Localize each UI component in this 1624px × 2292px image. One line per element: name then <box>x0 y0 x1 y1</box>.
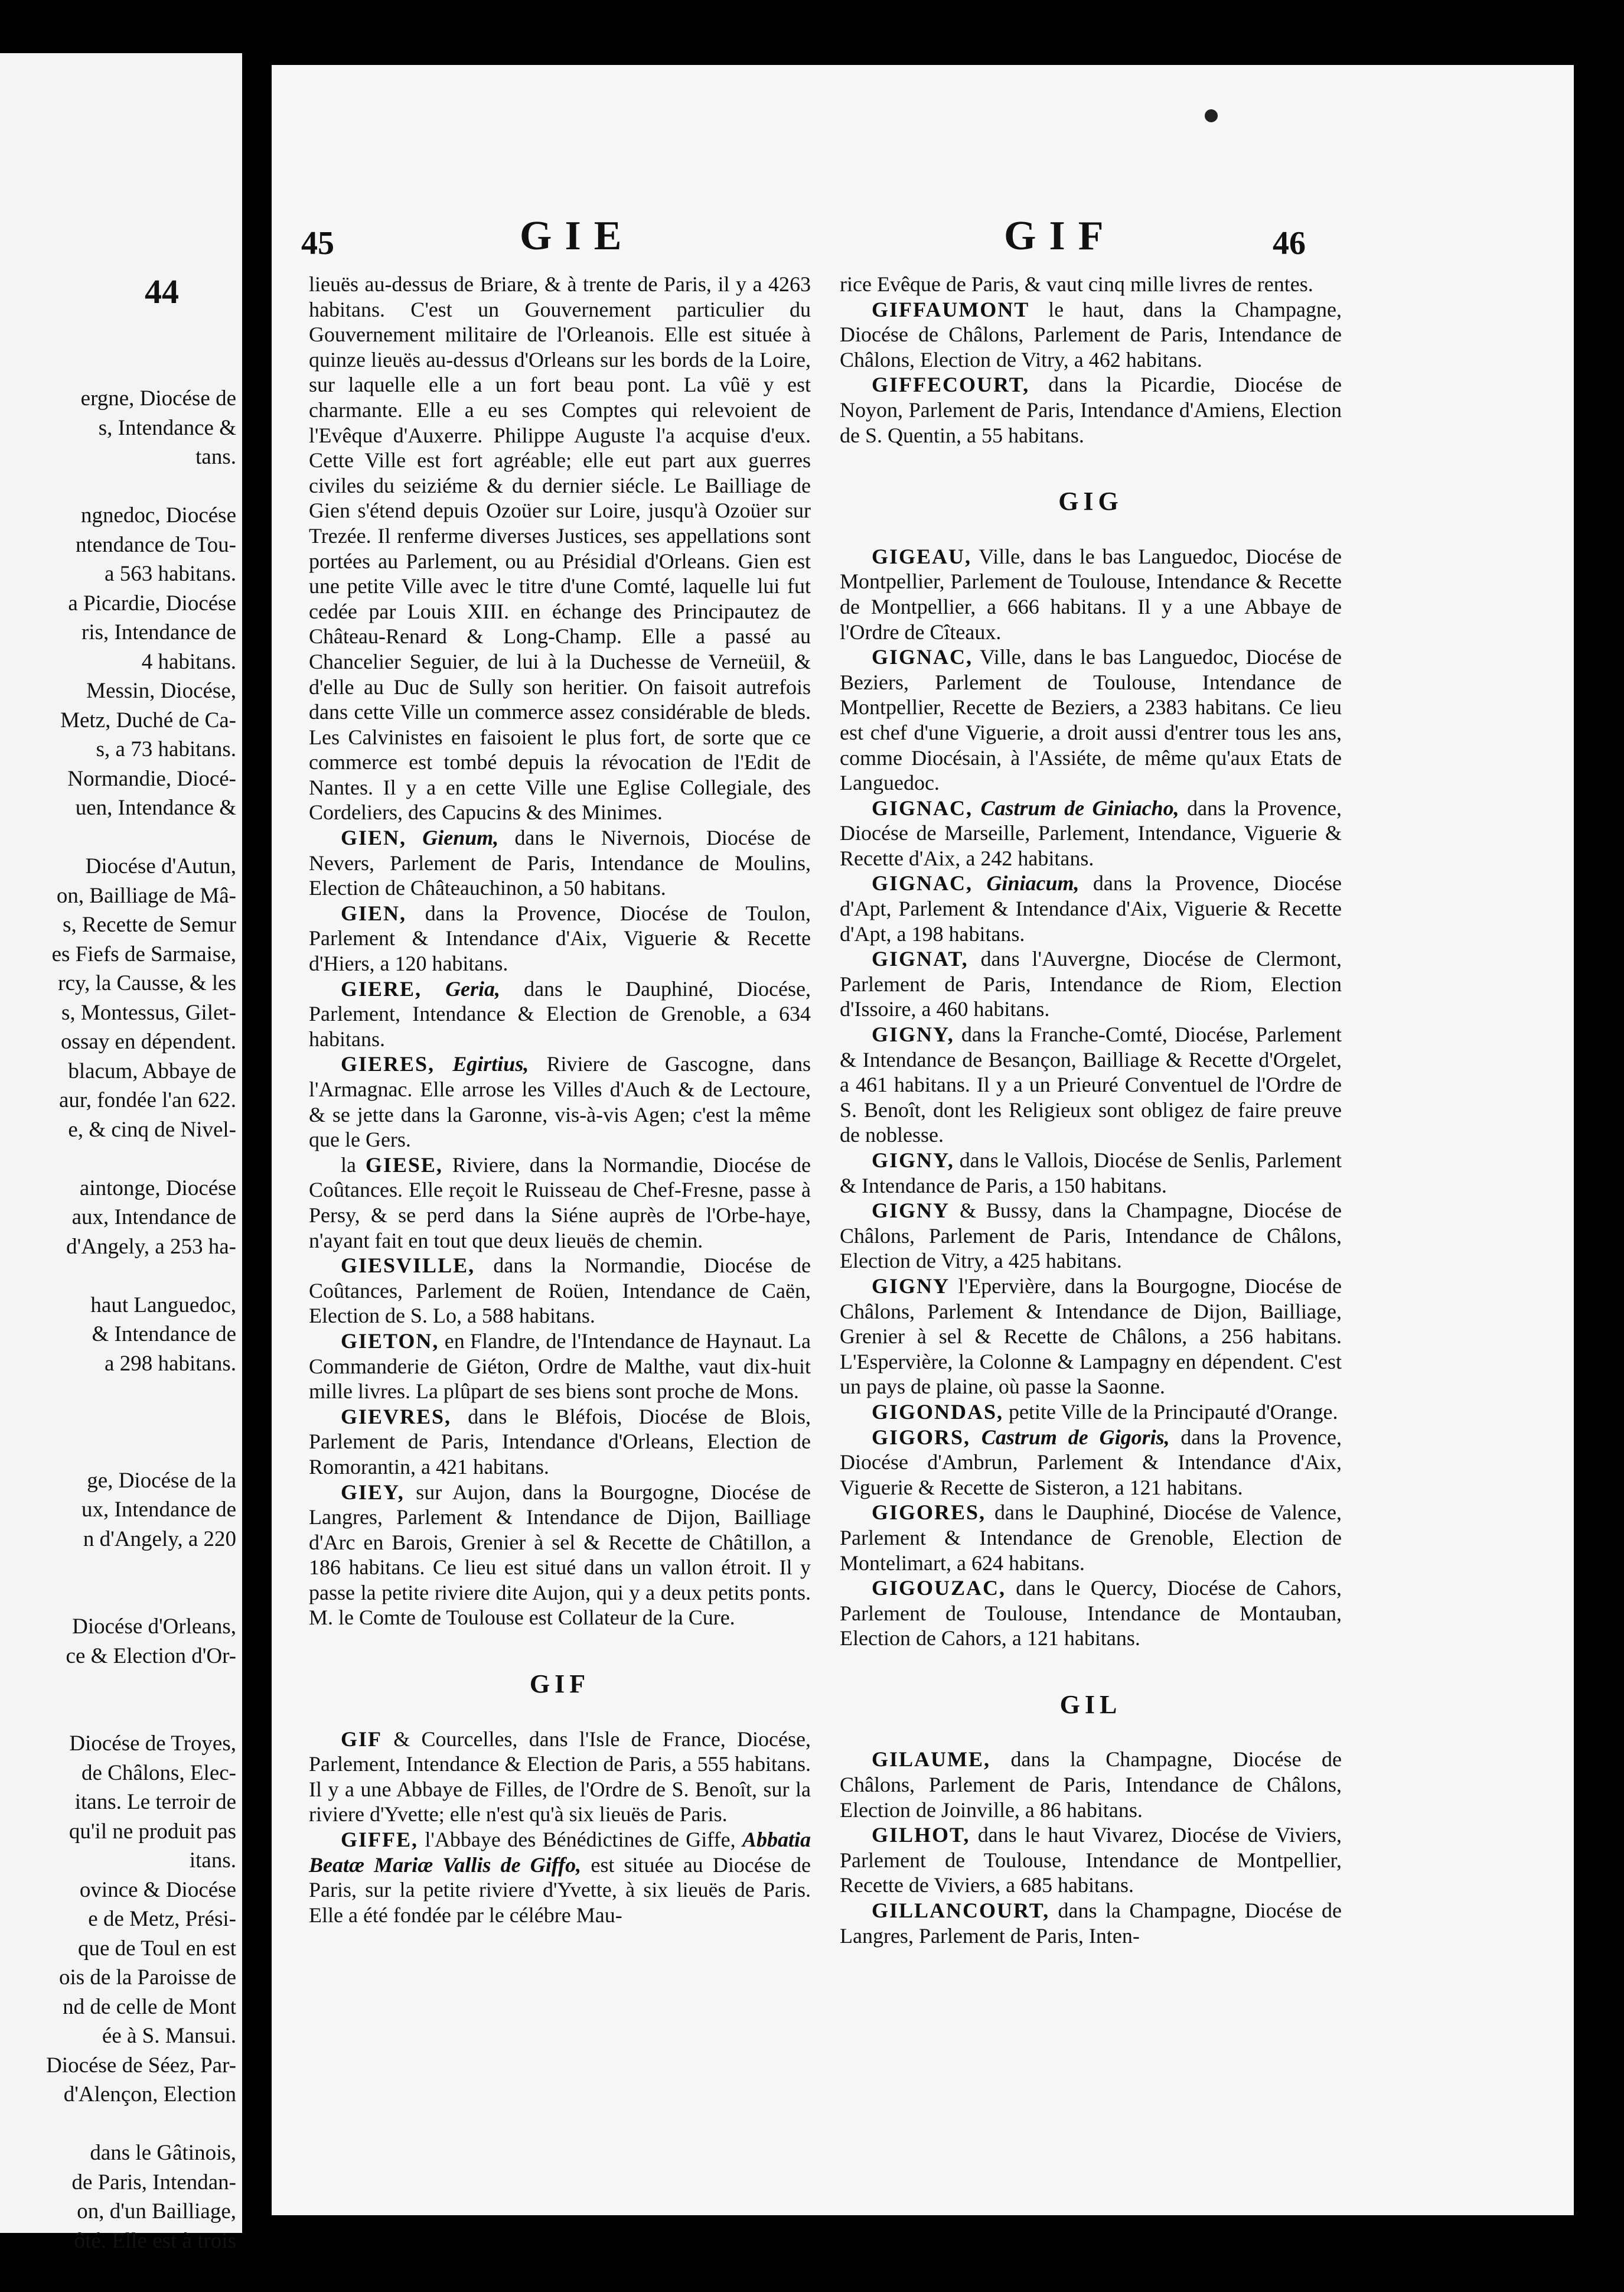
running-head-right: GIF <box>1004 213 1117 259</box>
left-page-line: ergne, Diocése de <box>80 386 236 411</box>
entry-gignat <box>840 946 1342 1022</box>
entry-text: dans le Quercy, Diocése de Cahors, Parlement de Toulouse, Intendance de Montauban, Election de Cahors, a 121 habitans. <box>840 1576 1342 1650</box>
headword: GIGNAT, <box>872 947 968 971</box>
left-page-line: que de Toul en est <box>78 1936 236 1961</box>
left-page-line: dans le Gâtinois, <box>90 2141 236 2165</box>
headword: GIETON, <box>341 1329 439 1353</box>
entry-gien-continued: lieuës au-dessus de Briare, & à trente de Paris, il y a 4263 habitans. C'est un Gouvernement particulier du Gouvernement militaire de l'Orleanois. Elle est située à quinze lieuës au-dessus d'Orleans sur les bords de la Loire, sur laquelle elle a un fort beau pont. La vûë y est charmante. Elle a eu ses Comptes qui relevoient de l'Evêque d'Auxerre. Philippe Auguste l'a acquise d'eux. Cette Ville est fort agréable; elle eut part aux guerres civiles du seiziéme & du dernier siécle. Le Bailliage de Gien s'étend depuis Ozoüer sur Loire, jusqu'à Ozoüer sur Trezée. Il renferme diverses Justices, ses appellations sont portées au Parlement, ou au Présidial d'Orleans. Gien est une petite Ville avec le titre d'une Comté, laquelle lui fut cedée par Louis XIII. en échange des Principautez de Château-Renard & Long-Champ. Elle a passé au Chancelier Seguier, de lui à la Duchesse de Verneüil, & d'elle au Duc de Sully son heritier. On faisoit autrefois dans cette Ville un commerce assez considérable de bleds. Les Calvinistes en faisoient le plus fort, de sorte que ce commerce est tombé depuis la révocation de l'Edit de Nantes. Il y a en cette Ville une Eglise Collegiale, des Cordeliers, des Capucins & des Minimes. <box>309 272 811 825</box>
headword: GIERE, <box>341 976 422 1001</box>
entry-gievres <box>309 1404 811 1480</box>
dictionary-page <box>272 65 1574 2215</box>
left-page-line <box>0 823 236 852</box>
entry-giey <box>309 1480 811 1631</box>
headword: GIEN, <box>341 826 407 850</box>
left-page-line: s, Intendance & <box>98 415 236 440</box>
left-page-line: haut Languedoc, <box>90 1292 236 1317</box>
left-page-line: nd de celle de Mont <box>63 1994 236 2019</box>
left-page-line: Messin, Diocése, <box>86 679 236 703</box>
headword: GIGOUZAC, <box>872 1576 1006 1600</box>
left-page-line <box>0 1378 236 1408</box>
entry-gignac-apt <box>840 871 1342 946</box>
latin-name: Castrum de Gigoris, <box>981 1425 1170 1449</box>
entry-gigeau <box>840 544 1342 644</box>
left-page-line: itans. Le terroir de <box>74 1790 236 1814</box>
entry-text: en Flandre, de l'Intendance de Haynaut. La Commanderie de Giéton, Ordre de Malthe, vaut dix-huit mille livres. La plûpart de ses biens sont proche de Mons. <box>309 1329 811 1404</box>
left-page-line: s, Montessus, Gilet- <box>61 1000 236 1025</box>
entry-text: dans la Provence, Diocése de Toulon, Parlement & Intendance d'Aix, Viguerie & Recette d'Hiers, a 120 habitans. <box>309 901 811 976</box>
left-page-line <box>0 1144 236 1174</box>
page-number-left: 45 <box>301 225 334 262</box>
entry-gilhot <box>840 1822 1342 1898</box>
entry-gigny-franche-comte <box>840 1022 1342 1148</box>
left-page-line <box>0 1261 236 1291</box>
entry-gigouzac <box>840 1575 1342 1651</box>
headword: GIGORS, <box>872 1425 971 1449</box>
headword: GIEVRES, <box>341 1404 452 1428</box>
entry-text: dans la Champagne, Diocése de Châlons, Parlement de Paris, Intendance de Châlons, Election de Joinville, a 86 habitans. <box>840 1747 1342 1822</box>
left-page-line <box>0 1408 236 1437</box>
entry-giffecourt <box>840 372 1342 448</box>
left-page-line: blacum, Abbaye de <box>68 1059 236 1083</box>
left-page-line: aux, Intendance de <box>71 1205 236 1229</box>
entry-text: le haut, dans la Champagne, Diocése de Châlons, Parlement de Paris, Intendance de Châlons, Election de Vitry, a 462 habitans. <box>840 297 1342 372</box>
left-page-line <box>0 1583 236 1613</box>
left-page-line: & Intendance de <box>92 1322 236 1346</box>
left-page-line: 4 habitans. <box>141 649 236 674</box>
column-right <box>840 272 1342 1948</box>
left-page-line: s, Recette de Semur <box>63 913 236 937</box>
left-page-number: 44 <box>145 272 179 311</box>
entry-giere <box>309 976 811 1052</box>
entry-gieton <box>309 1329 811 1404</box>
entry-gien-provence <box>309 901 811 976</box>
left-page-line: aintonge, Diocése <box>79 1176 236 1200</box>
column-left <box>309 272 811 1928</box>
headword: GIGEAU, <box>872 544 972 568</box>
entry-gif <box>309 1727 811 1827</box>
entry-text: dans la Provence, Diocése de Marseille, Parlement, Intendance, Viguerie & Recette d'Aix, a 242 habitans. <box>840 796 1342 870</box>
left-page-line <box>0 2109 236 2139</box>
entry-text: dans le Nivernois, Diocése de Nevers, Parlement de Paris, Intendance de Moulins, Election de Châteauchinon, a 50 habitans. <box>309 826 811 900</box>
left-page-line: ée à S. Mansui. <box>102 2024 236 2048</box>
left-page-line: ôté. Elle est à trois <box>74 2228 236 2253</box>
left-page-line: qu'il ne produit pas <box>69 1819 236 1844</box>
left-page-line: de Châlons, Elec- <box>81 1760 236 1785</box>
left-page-line: ris, Intendance de <box>81 620 236 644</box>
entry-text: dans le haut Vivarez, Diocése de Viviers, Parlement de Toulouse, Intendance de Montpellier, Recette de Viviers, a 685 habitans. <box>840 1823 1342 1897</box>
headword: GIGNAC, <box>872 871 973 896</box>
entry-gignac-marseille <box>840 796 1342 871</box>
latin-name: Geria, <box>445 976 501 1001</box>
left-page-line: Diocése de Séez, Par- <box>46 2053 236 2078</box>
entry-gigors <box>840 1425 1342 1500</box>
entry-gigny-vallois <box>840 1148 1342 1198</box>
headword: GIGONDAS, <box>872 1399 1004 1424</box>
left-page-line: a 298 habitans. <box>105 1351 236 1376</box>
headword: GILLANCOURT, <box>872 1899 1050 1923</box>
page-dot-mark <box>1205 109 1218 122</box>
entry-text: dans la Champagne, Diocése de Langres, Parlement de Paris, Inten- <box>840 1899 1342 1948</box>
headword: GIFFE, <box>341 1828 419 1852</box>
entry-giffaumont <box>840 297 1342 373</box>
entry-gigores <box>840 1500 1342 1575</box>
headword: GIESE, <box>365 1152 443 1177</box>
left-page-line: ois de la Paroisse de <box>58 1965 236 1990</box>
entry-text: sur Aujon, dans la Bourgogne, Diocése de Langres, Parlement & Intendance de Dijon, Bailliage d'Arc en Barois, Grenier à sel & Recette de Châtillon, a 186 habitans. Ce lieu est situé dans un vallon étroit. Il y passe la petite riviere dite Aujon, qui y a deux petits ponts. M. le Comte de Toulouse est Collateur de la Cure. <box>309 1480 811 1630</box>
headword: GIESVILLE, <box>341 1254 475 1278</box>
left-page-line: on, d'un Bailliage, <box>77 2199 236 2223</box>
headword: GIGNY, <box>872 1148 954 1172</box>
section-heading-gif: GIF <box>529 1669 591 1699</box>
entry-text: Ville, dans le bas Languedoc, Diocése de Beziers, Parlement de Toulouse, Intendance de Montpellier, Recette de Beziers, a 2383 habitans. Ce lieu est chef d'une Viguerie, a droit aussi d'entrer tous les ans, comme Diocésain, à l'Assiéte, de même qu'aux Etats de Languedoc. <box>840 645 1342 795</box>
headword: GIGORES, <box>872 1500 986 1525</box>
left-page-line: Diocése de Troyes, <box>69 1731 236 1756</box>
entry-text: petite Ville de la Principauté d'Orange. <box>1009 1399 1338 1424</box>
page-number-right: 46 <box>1273 225 1306 262</box>
entry-text: dans le Bléfois, Diocése de Blois, Parlement de Paris, Intendance d'Orleans, Election de Romorantin, a 421 habitans. <box>309 1404 811 1479</box>
left-page-line: Normandie, Diocé- <box>67 766 236 791</box>
entry-gigondas <box>840 1399 1342 1425</box>
left-page-line: Diocése d'Autun, <box>85 854 236 878</box>
entry-giffe <box>309 1827 811 1928</box>
entry-text: dans l'Auvergne, Diocése de Clermont, Parlement de Paris, Intendance de Riom, Election d'Issoire, a 460 habitans. <box>840 947 1342 1021</box>
left-page-line <box>0 1554 236 1583</box>
section-heading-gil: GIL <box>1059 1689 1122 1719</box>
entry-text: Ville, dans le bas Languedoc, Diocése de Montpellier, Parlement de Toulouse, Intendance & Recette de Montpellier, a 666 habitans. Il y a une Abbaye de l'Ordre de Cîteaux. <box>840 544 1342 644</box>
latin-name: Castrum de Giniacho, <box>980 796 1179 820</box>
headword: GIF <box>341 1727 383 1751</box>
left-page-line: on, Bailliage de Mâ- <box>56 883 236 908</box>
entry-text: dans la Provence, Diocése d'Ambrun, Parlement & Intendance d'Aix, Viguerie & Recette de Sisteron, a 121 habitans. <box>840 1425 1342 1499</box>
left-page-line: rcy, la Causse, & les <box>58 971 236 995</box>
left-page-line <box>0 1671 236 1700</box>
left-page-line: ux, Intendance de <box>81 1497 236 1522</box>
headword: GIFFECOURT, <box>872 373 1030 397</box>
left-page-line <box>0 1700 236 1730</box>
left-page-line: ngnedoc, Diocése <box>80 503 236 528</box>
entry-gigny-epervière <box>840 1274 1342 1399</box>
left-page-line: d'Angely, a 253 ha- <box>66 1234 236 1259</box>
left-page-line: itans. <box>189 1848 236 1873</box>
running-head-left: GIE <box>520 213 635 259</box>
headword: GIEN, <box>341 901 407 925</box>
headword: GILAUME, <box>872 1747 991 1772</box>
latin-name: Giniacum, <box>986 871 1080 896</box>
left-page-line <box>0 1437 236 1466</box>
headword: GIGNAC, <box>872 645 973 669</box>
left-page-line: a 563 habitans. <box>105 562 236 586</box>
entry-text: dans la Picardie, Diocése de Noyon, Parlement de Paris, Intendance d'Amiens, Election de S. Quentin, a 55 habitans. <box>840 373 1342 447</box>
entry-text: dans la Normandie, Diocése de Coûtances, Parlement de Roüen, Intendance de Caën, Election de S. Lo, a 588 habitans. <box>309 1254 811 1328</box>
left-page-line: a Picardie, Diocése <box>68 591 236 616</box>
entry-text: est située au Diocése de Paris, sur la petite riviere d'Yvette, à six lieuës de Paris. Elle a été fondée par le célébre Mau- <box>309 1853 811 1927</box>
entry-text: Riviere, dans la Normandie, Diocése de Coûtances. Elle reçoit le Ruisseau de Chef-Fresne, passe à Persy, & se perd dans la Siéne auprès de l'Orbe-haye, n'ayant fait en tout que deux lieuës de chemin. <box>309 1152 811 1252</box>
entry-gieres <box>309 1051 811 1152</box>
entry-text: dans le Dauphiné, Diocése de Valence, Parlement & Intendance de Grenoble, Election de Montelimart, a 624 habitans. <box>840 1500 1342 1575</box>
entry-text: dans le Dauphiné, Diocése, Parlement, Intendance & Election de Grenoble, a 634 habitans. <box>309 976 811 1051</box>
left-page-line: d'Alençon, Election <box>63 2082 236 2107</box>
left-page-text <box>0 384 236 2255</box>
running-header <box>272 213 1574 266</box>
left-page-line: ce & Election d'Or- <box>66 1643 236 1668</box>
entry-giesville <box>309 1253 811 1329</box>
entry-prefix: la <box>341 1152 356 1177</box>
entry-giese <box>309 1152 811 1253</box>
book-gutter <box>242 0 272 2292</box>
left-page-line: aur, fondée l'an 622. <box>58 1088 236 1112</box>
left-page-line: tans. <box>195 445 236 469</box>
left-page-line: n d'Angely, a 220 <box>83 1526 236 1551</box>
entry-gillancourt <box>840 1898 1342 1948</box>
entry-text: & Bussy, dans la Champagne, Diocése de Châlons, Parlement de Paris, Intendance de Châlons, Election de Vitry, a 425 habitans. <box>840 1199 1342 1273</box>
entry-gignac-languedoc <box>840 644 1342 796</box>
left-page-line: s, a 73 habitans. <box>96 737 236 761</box>
entry-gien-nivernois <box>309 825 811 901</box>
left-page-line: ovince & Diocése <box>79 1877 236 1902</box>
latin-name: Gienum, <box>422 826 499 850</box>
latin-name: Abbatia Beatæ Mariæ Vallis de Giffo, <box>309 1828 811 1877</box>
entry-text: & Courcelles, dans l'Isle de France, Diocése, Parlement, Intendance & Election de Paris, a 555 habitans. Il y a une Abbaye de Filles, de l'Ordre de S. Benoît, sur la riviere d'Yvette; elle n'est qu'à six lieuës de Paris. <box>309 1727 811 1827</box>
entry-gigny-bussy <box>840 1198 1342 1274</box>
entry-text: dans la Provence, Diocése d'Apt, Parlement & Intendance d'Aix, Viguerie & Recette d'Apt, a 198 habitans. <box>840 871 1342 946</box>
headword: GILHOT, <box>872 1823 970 1847</box>
entry-text: Riviere de Gascogne, dans l'Armagnac. Elle arrose les Villes d'Auch & de Lectoure, & se jette dans la Garonne, vis-à-vis Agen; c'est la même que le Gers. <box>309 1052 811 1152</box>
entry-gilaume <box>840 1747 1342 1822</box>
entry-giffe-continued: rice Evêque de Paris, & vaut cinq mille livres de rentes. <box>840 272 1313 296</box>
left-page-line: uen, Intendance & <box>75 796 236 820</box>
left-page-line: Metz, Duché de Ca- <box>60 708 236 732</box>
previous-page-fragment <box>0 53 242 2253</box>
headword: GIERES, <box>341 1052 435 1076</box>
left-page-line: es Fiefs de Sarmaise, <box>51 942 236 966</box>
left-page-line: e, & cinq de Nivel- <box>68 1117 236 1142</box>
left-page-line: ge, Diocése de la <box>87 1468 236 1493</box>
entry-text: dans le Vallois, Diocése de Senlis, Parlement & Intendance de Paris, a 150 habitans. <box>840 1148 1342 1197</box>
left-page-line <box>0 472 236 502</box>
latin-name: Egirtius, <box>452 1052 529 1076</box>
left-page-line: Diocése d'Orleans, <box>72 1614 236 1639</box>
headword: GIGNY, <box>872 1023 954 1047</box>
entry-text: l'Epervière, dans la Bourgogne, Diocése de Châlons, Parlement & Intendance de Dijon, Bailliage, Grenier à sel & Recette de Châlons, a 256 habitans. L'Espervière, la Colonne & Lampagny en dépendent. C'est un pays de plaine, où passe la Saonne. <box>840 1274 1342 1399</box>
headword: GIFFAUMONT <box>872 297 1030 321</box>
headword: GIGNY <box>872 1199 950 1223</box>
left-page-line: ossay en dépendent. <box>61 1030 236 1054</box>
headword: GIGNAC, <box>872 796 973 820</box>
headword: GIEY, <box>341 1480 405 1504</box>
left-page-line: de Paris, Intendan- <box>71 2170 236 2195</box>
left-page-line: ntendance de Tou- <box>75 532 236 557</box>
left-page-line: e de Metz, Prési- <box>88 1907 236 1931</box>
headword: GIGNY <box>872 1274 950 1298</box>
entry-text: dans la Franche-Comté, Diocése, Parlement & Intendance de Besançon, Bailliage & Recette d'Orgelet, a 461 habitans. Il y a un Prieuré Conventuel de l'Ordre de S. Benoît, dont les Religieux sont obligez de faire preuve de noblesse. <box>840 1023 1342 1147</box>
entry-text: l'Abbaye des Bénédictines de Giffe, <box>425 1828 736 1852</box>
section-heading-gig: GIG <box>1058 487 1123 516</box>
